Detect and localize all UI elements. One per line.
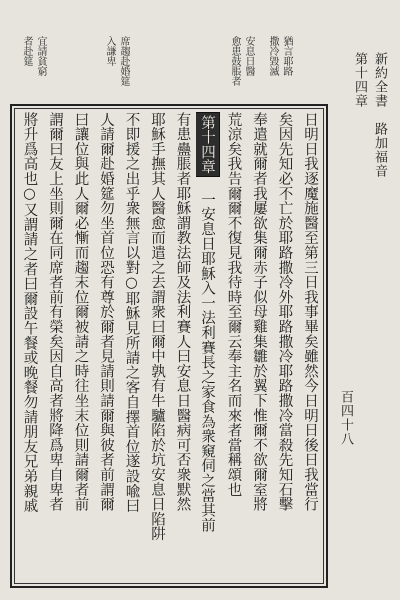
text-column: 曰讓位與此人爾必慚而趨末位爾被請之時往坐末位則請爾者前 <box>72 112 89 512</box>
page-number: 百四十八 <box>338 390 353 446</box>
text-column: 耶穌手撫其人醫愈而遣之去謂衆曰爾中孰有牛驢陷於坑安息日陷阱 <box>149 112 165 542</box>
column-text: 一安息日耶穌入一法利賽長之家食為衆窺伺之當其前 <box>199 177 215 533</box>
text-column: 不即援之出乎衆無言以對○耶穌見所請之客自擇首位遂設喩曰 <box>123 112 140 514</box>
marginal-note: 入謙卑 <box>104 36 115 66</box>
text-column: 矣因先知必不亡於耶路撒冷外耶路撒冷耶路撒冷當殺先知石擊 <box>276 112 293 512</box>
marginal-note: 撒冷毀滅 <box>267 36 278 76</box>
text-column <box>196 112 220 582</box>
text-column: 人請爾赴婚筵勿坐首位恐有尊於爾者見請則請爾與彼者前謂爾 <box>98 112 114 512</box>
text-columns <box>14 112 322 582</box>
marginal-note: 安息日醫 <box>243 36 254 76</box>
marginal-note: 者赴筵 <box>21 36 32 66</box>
marginal-note: 愈患鼓脹者 <box>229 36 240 86</box>
text-column: 日明日我逐魔施醫至第三日我事畢矣雖然今日明日後日我當行 <box>302 112 318 512</box>
text-column: 荒涼矣我告爾爾不復見我待時至爾云奉主名而來者當稱頌也 <box>225 112 242 497</box>
running-chapter: 第十四章 <box>352 52 367 108</box>
running-title: 新約全書 路加福音 <box>372 52 387 178</box>
text-column: 有患蠱脹者耶穌謂教法師及法利賽人曰安息日醫病可否衆默然 <box>174 112 191 512</box>
text-frame <box>10 104 328 588</box>
text-column: 奉遣就爾者我屢欲集爾赤子似母雞集雛於翼下惟爾不欲爾室將 <box>251 112 267 512</box>
text-column: 謂爾曰友上坐則爾在同席者前有榮矣因自高者將降爲卑自卑者 <box>47 112 63 512</box>
marginal-note: 席趨赴婚筵 <box>118 36 129 86</box>
marginal-note: 猶言耶路 <box>281 36 292 76</box>
marginal-note: 宜請貧窮 <box>35 36 46 76</box>
chapter-heading-box: 第十四章 <box>196 112 220 177</box>
text-column: 將升爲高也○又謂請之者曰爾設午餐或晚餐勿請朋友兄弟親戚 <box>21 112 38 514</box>
